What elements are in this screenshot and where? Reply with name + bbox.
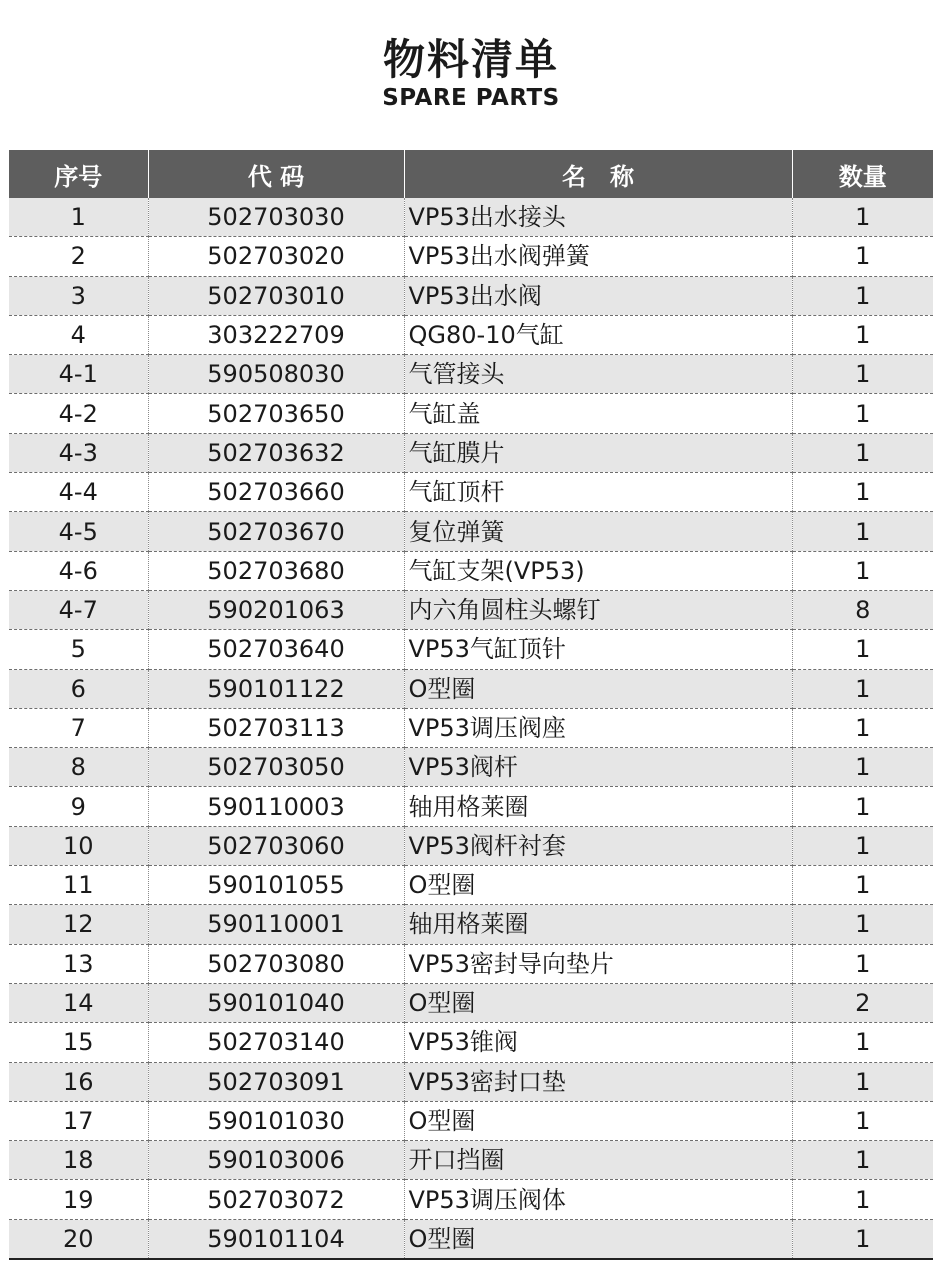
cell-quantity: 8	[792, 590, 933, 629]
cell-serial-number: 6	[9, 669, 148, 708]
table-row	[9, 669, 933, 708]
page-title: 物料清单	[382, 35, 559, 84]
table-row	[9, 355, 933, 394]
cell-serial-number: 4-3	[9, 433, 148, 472]
cell-code: 502703640	[148, 630, 404, 669]
cell-name: VP53出水接头	[404, 198, 792, 237]
cell-name: VP53阀杆	[404, 748, 792, 787]
cell-name: VP53出水阀	[404, 276, 792, 315]
cell-quantity: 2	[792, 983, 933, 1022]
table-row	[9, 315, 933, 354]
cell-quantity: 1	[792, 630, 933, 669]
page-subtitle: SPARE PARTS	[382, 85, 560, 111]
cell-name: VP53气缸顶针	[404, 630, 792, 669]
cell-code: 502703072	[148, 1180, 404, 1219]
spare-parts-table	[9, 150, 933, 1260]
cell-code: 502703670	[148, 512, 404, 551]
cell-code: 502703650	[148, 394, 404, 433]
header-name: 名 称	[404, 150, 792, 198]
table-row	[9, 905, 933, 944]
cell-serial-number: 20	[9, 1219, 148, 1259]
cell-name: O型圈	[404, 866, 792, 905]
cell-quantity: 1	[792, 669, 933, 708]
table-row	[9, 276, 933, 315]
cell-serial-number: 15	[9, 1023, 148, 1062]
cell-serial-number: 2	[9, 237, 148, 276]
cell-name: VP53密封导向垫片	[404, 944, 792, 983]
cell-serial-number: 17	[9, 1101, 148, 1140]
cell-name: VP53出水阀弹簧	[404, 237, 792, 276]
cell-code: 502703091	[148, 1062, 404, 1101]
cell-quantity: 1	[792, 315, 933, 354]
table-row	[9, 1219, 933, 1259]
cell-serial-number: 1	[9, 198, 148, 237]
header-quantity: 数量	[792, 150, 933, 198]
cell-code: 590508030	[148, 355, 404, 394]
cell-serial-number: 8	[9, 748, 148, 787]
cell-code: 502703140	[148, 1023, 404, 1062]
cell-name: VP53调压阀体	[404, 1180, 792, 1219]
header-code: 代 码	[148, 150, 404, 198]
cell-quantity: 1	[792, 551, 933, 590]
cell-code: 502703010	[148, 276, 404, 315]
cell-name: 开口挡圈	[404, 1141, 792, 1180]
cell-name: 气缸膜片	[404, 433, 792, 472]
cell-serial-number: 3	[9, 276, 148, 315]
cell-serial-number: 18	[9, 1141, 148, 1180]
cell-quantity: 1	[792, 394, 933, 433]
cell-code: 303222709	[148, 315, 404, 354]
cell-quantity: 1	[792, 708, 933, 747]
cell-quantity: 1	[792, 473, 933, 512]
table-row	[9, 198, 933, 237]
cell-serial-number: 7	[9, 708, 148, 747]
table-row	[9, 983, 933, 1022]
cell-name: O型圈	[404, 1101, 792, 1140]
cell-quantity: 1	[792, 1219, 933, 1259]
cell-name: 内六角圆柱头螺钉	[404, 590, 792, 629]
cell-code: 590101104	[148, 1219, 404, 1259]
table-row	[9, 1023, 933, 1062]
table-row	[9, 590, 933, 629]
cell-code: 590101030	[148, 1101, 404, 1140]
cell-name: 气管接头	[404, 355, 792, 394]
cell-quantity: 1	[792, 355, 933, 394]
cell-code: 590103006	[148, 1141, 404, 1180]
cell-code: 502703050	[148, 748, 404, 787]
cell-name: O型圈	[404, 669, 792, 708]
cell-quantity: 1	[792, 748, 933, 787]
cell-code: 590110003	[148, 787, 404, 826]
cell-code: 502703660	[148, 473, 404, 512]
cell-quantity: 1	[792, 237, 933, 276]
cell-code: 590101122	[148, 669, 404, 708]
cell-quantity: 1	[792, 787, 933, 826]
cell-name: 复位弹簧	[404, 512, 792, 551]
cell-quantity: 1	[792, 905, 933, 944]
cell-name: VP53密封口垫	[404, 1062, 792, 1101]
cell-quantity: 1	[792, 512, 933, 551]
table-row	[9, 394, 933, 433]
table-row	[9, 866, 933, 905]
cell-serial-number: 10	[9, 826, 148, 865]
table-row	[9, 748, 933, 787]
cell-serial-number: 4	[9, 315, 148, 354]
cell-name: QG80-10气缸	[404, 315, 792, 354]
cell-code: 502703020	[148, 237, 404, 276]
cell-code: 590110001	[148, 905, 404, 944]
cell-name: O型圈	[404, 1219, 792, 1259]
cell-name: 轴用格莱圈	[404, 787, 792, 826]
cell-quantity: 1	[792, 276, 933, 315]
cell-name: 轴用格莱圈	[404, 905, 792, 944]
cell-serial-number: 4-6	[9, 551, 148, 590]
table-row	[9, 1101, 933, 1140]
cell-name: 气缸顶杆	[404, 473, 792, 512]
cell-code: 590201063	[148, 590, 404, 629]
table-row	[9, 708, 933, 747]
table-row	[9, 473, 933, 512]
cell-quantity: 1	[792, 1141, 933, 1180]
cell-code: 502703060	[148, 826, 404, 865]
table-header-row	[9, 150, 933, 198]
cell-serial-number: 4-7	[9, 590, 148, 629]
cell-code: 502703080	[148, 944, 404, 983]
table-body	[9, 198, 933, 1259]
cell-serial-number: 13	[9, 944, 148, 983]
cell-quantity: 1	[792, 1101, 933, 1140]
table-row	[9, 944, 933, 983]
cell-quantity: 1	[792, 198, 933, 237]
table-row	[9, 1141, 933, 1180]
cell-code: 502703632	[148, 433, 404, 472]
table-row	[9, 512, 933, 551]
cell-name: 气缸盖	[404, 394, 792, 433]
cell-quantity: 1	[792, 826, 933, 865]
table-row	[9, 826, 933, 865]
cell-serial-number: 4-1	[9, 355, 148, 394]
cell-serial-number: 4-2	[9, 394, 148, 433]
cell-serial-number: 11	[9, 866, 148, 905]
table-row	[9, 433, 933, 472]
cell-quantity: 1	[792, 1180, 933, 1219]
cell-code: 502703113	[148, 708, 404, 747]
table-row	[9, 1062, 933, 1101]
table-row	[9, 237, 933, 276]
cell-code: 590101040	[148, 983, 404, 1022]
cell-quantity: 1	[792, 944, 933, 983]
table-row	[9, 787, 933, 826]
cell-serial-number: 4-4	[9, 473, 148, 512]
cell-code: 590101055	[148, 866, 404, 905]
cell-serial-number: 9	[9, 787, 148, 826]
cell-quantity: 1	[792, 866, 933, 905]
cell-serial-number: 12	[9, 905, 148, 944]
cell-name: O型圈	[404, 983, 792, 1022]
table-row	[9, 630, 933, 669]
cell-quantity: 1	[792, 1062, 933, 1101]
cell-name: VP53阀杆衬套	[404, 826, 792, 865]
cell-name: VP53锥阀	[404, 1023, 792, 1062]
cell-name: VP53调压阀座	[404, 708, 792, 747]
cell-serial-number: 14	[9, 983, 148, 1022]
header-serial-number: 序号	[9, 150, 148, 198]
cell-serial-number: 19	[9, 1180, 148, 1219]
cell-quantity: 1	[792, 433, 933, 472]
table-row	[9, 551, 933, 590]
table-row	[9, 1180, 933, 1219]
cell-name: 气缸支架(VP53)	[404, 551, 792, 590]
cell-serial-number: 16	[9, 1062, 148, 1101]
cell-serial-number: 5	[9, 630, 148, 669]
cell-code: 502703680	[148, 551, 404, 590]
cell-code: 502703030	[148, 198, 404, 237]
cell-quantity: 1	[792, 1023, 933, 1062]
cell-serial-number: 4-5	[9, 512, 148, 551]
